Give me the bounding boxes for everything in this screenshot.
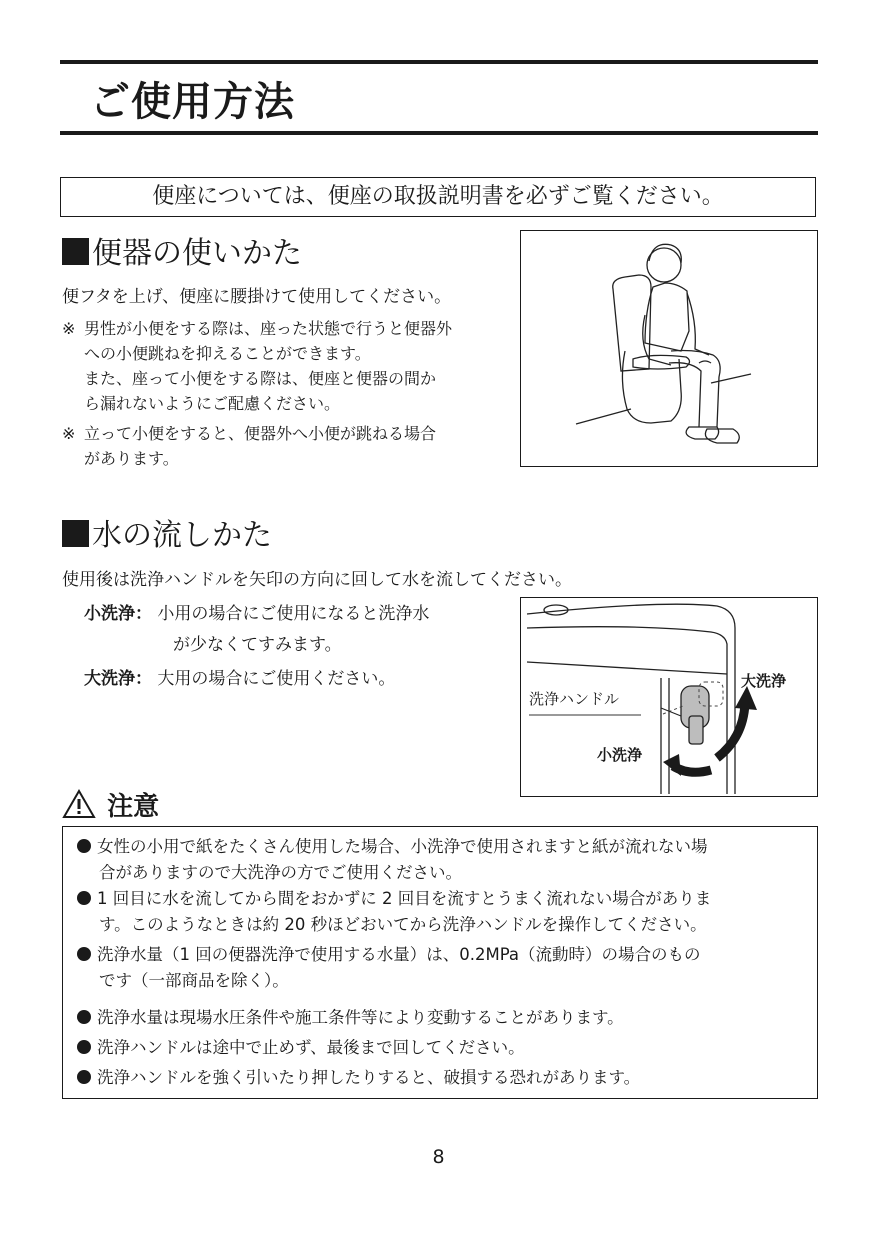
page-number: 8 (432, 1146, 445, 1168)
seated-user-illustration (520, 230, 818, 467)
caution-item (77, 942, 701, 994)
usage-heading (62, 228, 302, 272)
caution-heading-text: 注意 (107, 792, 160, 822)
caution-line: す。このようなときは約 20 秒ほどおいてから洗浄ハンドルを操作してください。 (99, 915, 707, 934)
caution-line: 1 回目に水を流してから間をおかずに 2 回目を流すとうまく流れない場合がありま (97, 889, 712, 908)
caution-line: 洗浄ハンドルは途中で止めず、最後まで回してください。 (97, 1038, 525, 1057)
caution-item (77, 834, 708, 886)
handle-shape (661, 682, 723, 744)
bullet-dot-icon (77, 1010, 91, 1024)
flush-intro: 使用後は洗浄ハンドルを矢印の方向に回して水を流してください。 (62, 570, 572, 590)
usage-heading-text: 便器の使いかた (92, 236, 302, 271)
usage-note-1-line: への小便跳ねを抑えることができます。 (84, 344, 371, 363)
usage-note-1-line: また、座って小便をする際は、便座と便器の間か (84, 369, 437, 388)
note-mark: ※ (62, 424, 76, 443)
bullet-dot-icon (77, 1040, 91, 1054)
small-flush-figure-label: 小洗浄 (597, 746, 643, 764)
large-flush-desc: 大用の場合にご使用ください。 (157, 669, 396, 689)
bullet-dot-icon (77, 1070, 91, 1084)
note-mark: ※ (62, 319, 76, 338)
large-flush-row (84, 664, 395, 689)
seated-user-drawing (521, 231, 816, 465)
seat-manual-notice (60, 177, 816, 217)
usage-note-1-line: ら漏れないようにご配慮ください。 (84, 394, 341, 413)
bullet-dot-icon (77, 839, 91, 853)
flush-heading (62, 510, 272, 554)
caution-item (77, 1065, 640, 1091)
caution-line: 洗浄水量は現場水圧条件や施工条件等により変動することがあります。 (97, 1008, 624, 1027)
usage-intro: 便フタを上げ、便座に腰掛けて使用してください。 (62, 287, 452, 307)
seat-manual-notice-text: 便座については、便座の取扱説明書を必ずご覧ください。 (152, 184, 724, 209)
usage-note-1 (62, 316, 452, 416)
flush-handle-illustration (520, 597, 818, 797)
usage-note-2-line: があります。 (84, 449, 179, 468)
caution-item (77, 1005, 624, 1031)
small-flush-desc-line: が少なくてすみます。 (173, 635, 342, 655)
caution-item (77, 886, 711, 938)
caution-item (77, 1035, 525, 1061)
usage-note-2 (62, 421, 436, 471)
flush-heading-text: 水の流しかた (92, 518, 272, 553)
large-flush-figure-label: 大洗浄 (741, 672, 787, 690)
small-flush-label: 小洗浄： (84, 604, 152, 624)
title-top-rule (60, 60, 818, 64)
caution-line: 女性の小用で紙をたくさん使用した場合、小洗浄で使用されますと紙が流れない場 (97, 837, 708, 856)
caution-line: 合がありますので大洗浄の方でご使用ください。 (99, 863, 462, 882)
caution-heading (62, 786, 159, 823)
title-bottom-rule (60, 131, 818, 135)
large-flush-label: 大洗浄： (84, 669, 152, 689)
caution-line: 洗浄水量（1 回の便器洗浄で使用する水量）は、0.2MPa（流動時）の場合のもの (97, 945, 701, 964)
small-flush-row (84, 599, 429, 624)
caution-line: です（一部商品を除く）。 (99, 971, 289, 990)
square-bullet-icon (62, 520, 89, 547)
page-title: ご使用方法 (90, 79, 295, 125)
usage-note-2-line: 立って小便をすると、便器外へ小便が跳ねる場合 (84, 424, 437, 443)
bullet-dot-icon (77, 891, 91, 905)
warning-triangle-icon (62, 789, 96, 819)
bullet-dot-icon (77, 947, 91, 961)
handle-label: 洗浄ハンドル (529, 690, 620, 708)
caution-box (62, 826, 818, 1099)
square-bullet-icon (62, 238, 89, 265)
caution-line: 洗浄ハンドルを強く引いたり押したりすると、破損する恐れがあります。 (97, 1068, 641, 1087)
small-flush-desc-line: 小用の場合にご使用になると洗浄水 (157, 604, 430, 624)
usage-note-1-line: 男性が小便をする際は、座った状態で行うと便器外 (84, 319, 453, 338)
